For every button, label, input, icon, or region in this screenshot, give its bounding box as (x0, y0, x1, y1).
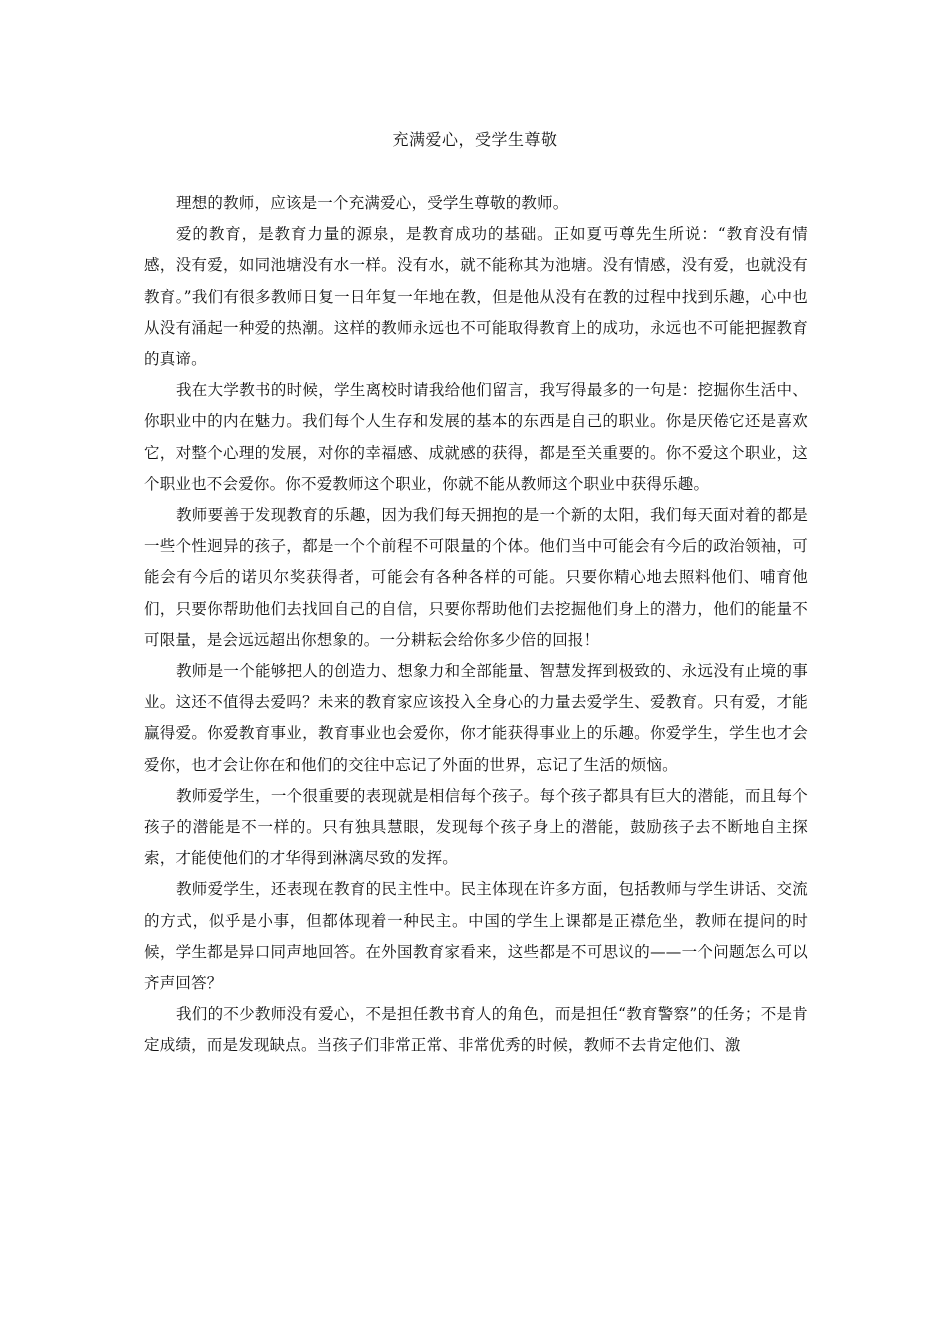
document-body (144, 188, 808, 1062)
document-title: 充满爱心，受学生尊敬 (392, 130, 558, 149)
paragraph-5: 教师是一个能够把人的创造力、想象力和全部能量、智慧发挥到极致的、永远没有止境的事业。这还不值得去爱吗？未来的教育家应该投入全身心的力量去爱学生、爱教育。只有爱，才能赢得爱。你爱教育事业，教育事业也会爱你，你才能获得事业上的乐趣。你爱学生，学生也才会爱你，也才会让你在和他们的交往中忘记了外面的世界，忘记了生活的烦恼。 (144, 662, 808, 774)
paragraph-2: 爱的教育，是教育力量的源泉，是教育成功的基础。正如夏丏尊先生所说：“教育没有情感，没有爱，如同池塘没有水一样。没有水，就不能称其为池塘。没有情感，没有爱，也就没有教育。”我们有很多教师日复一日年复一年地在教，但是他从没有在教的过程中找到乐趣，心中也从没有涌起一种爱的热潮。这样的教师永远也不可能取得教育上的成功，永远也不可能把握教育的真谛。 (144, 225, 808, 369)
paragraph-4: 教师要善于发现教育的乐趣，因为我们每天拥抱的是一个新的太阳，我们每天面对着的都是一些个性迥异的孩子，都是一个个前程不可限量的个体。他们当中可能会有今后的政治领袖，可能会有今后的诺贝尔奖获得者，可能会有各种各样的可能。只要你精心地去照料他们、哺育他们，只要你帮助他们去找回自己的自信，只要你帮助他们去挖掘他们身上的潜力，他们的能量不可限量，是会远远超出你想象的。一分耕耘会给你多少倍的回报！ (144, 506, 808, 649)
paragraph-1: 理想的教师，应该是一个充满爱心，受学生尊敬的教师。 (176, 194, 569, 212)
paragraph-7: 教师爱学生，还表现在教育的民主性中。民主体现在许多方面，包括教师与学生讲话、交流的方式，似乎是小事，但都体现着一种民主。中国的学生上课都是正襟危坐，教师在提问的时候，学生都是异口同声地回答。在外国教育家看来，这些都是不可思议的——一个问题怎么可以齐声回答？ (144, 880, 808, 993)
paragraph-6: 教师爱学生，一个很重要的表现就是相信每个孩子。每个孩子都具有巨大的潜能，而且每个孩子的潜能是不一样的。只有独具慧眼，发现每个孩子身上的潜能，鼓励孩子去不断地自主探索，才能使他们的才华得到淋漓尽致的发挥。 (144, 786, 808, 868)
paragraph-3: 我在大学教书的时候，学生离校时请我给他们留言，我写得最多的一句是：挖掘你生活中、你职业中的内在魅力。我们每个人生存和发展的基本的东西是自己的职业。你是厌倦它还是喜欢它，对整个心理的发展，对你的幸福感、成就感的获得，都是至关重要的。你不爱这个职业，这个职业也不会爱你。你不爱教师这个职业，你就不能从教师这个职业中获得乐趣。 (144, 381, 808, 493)
paragraph-8: 我们的不少教师没有爱心，不是担任教书育人的角色，而是担任“教育警察”的任务；不是肯定成绩，而是发现缺点。当孩子们非常正常、非常优秀的时候，教师不去肯定他们、激 (144, 1005, 808, 1055)
